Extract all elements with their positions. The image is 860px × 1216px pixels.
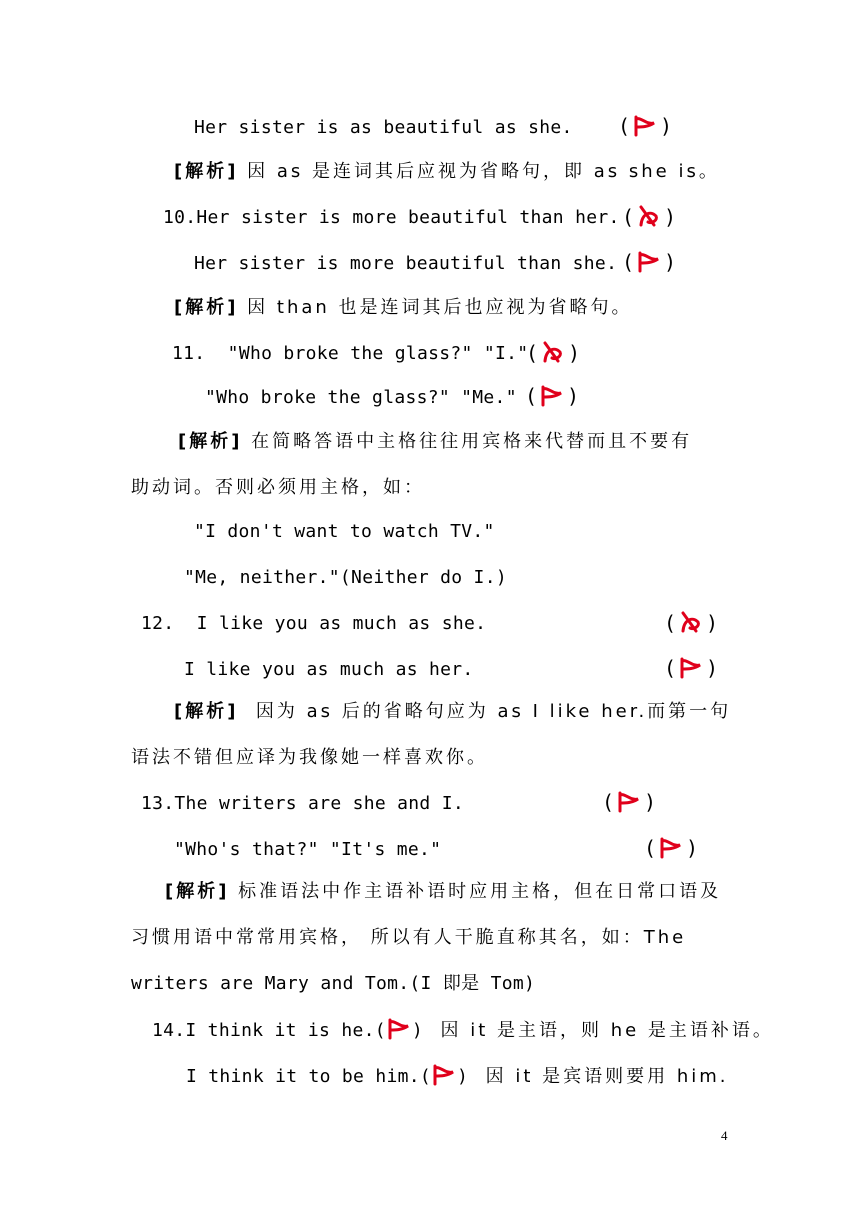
- sentence-text: 14.I think it is he.: [152, 1020, 375, 1041]
- check-flag-icon: [616, 791, 642, 813]
- example-sentence: [194, 116, 573, 140]
- page-number: 4: [721, 1128, 728, 1143]
- analysis-label: [解析]: [174, 701, 239, 722]
- sentence-text: 12. I like you as much as she.: [141, 613, 487, 634]
- analysis-line: [178, 430, 692, 454]
- example-sentence: [174, 838, 441, 862]
- analysis-text: 因为 as 后的省略句应为 as I like her.而第一句: [238, 701, 732, 722]
- analysis-label: [解析]: [178, 431, 243, 452]
- example-sentence: [186, 1064, 729, 1089]
- correct-mark: ( ): [374, 1020, 424, 1041]
- sentence-text: I think it to be him.: [186, 1066, 420, 1087]
- example-sentence: [194, 252, 617, 276]
- wrong-mark: ( ): [526, 341, 581, 365]
- analysis-continuation: [131, 926, 686, 950]
- cross-mark-icon: [540, 340, 566, 364]
- analysis-line: [174, 700, 731, 724]
- sentence-text: 13.The writers are she and I.: [141, 793, 464, 814]
- check-flag-icon: [431, 1064, 457, 1086]
- wrong-mark: ( ): [622, 205, 677, 229]
- wrong-mark: ( ): [664, 611, 719, 635]
- analysis-text: 在简略答语中主格往往用宾格来代替而且不要有: [242, 431, 693, 452]
- check-flag-icon: [658, 837, 684, 859]
- example-sentence: [141, 792, 464, 816]
- sentence-note: 因 it 是宾语则要用 him.: [468, 1066, 729, 1087]
- example-sentence: [152, 1018, 774, 1043]
- analysis-line: [174, 160, 720, 184]
- sentence-text: I like you as much as her.: [184, 659, 474, 680]
- analysis-text: writers are Mary and Tom.(I 即是 Tom): [131, 973, 536, 994]
- check-flag-icon: [632, 115, 658, 137]
- correct-mark: ( ): [525, 384, 580, 408]
- example-sentence: [141, 612, 486, 636]
- analysis-text: 语法不错但应译为我像她一样喜欢你。: [131, 747, 488, 768]
- analysis-label: [解析]: [174, 297, 239, 318]
- example-sentence: [172, 342, 528, 366]
- correct-mark: ( ): [622, 250, 677, 274]
- correct-mark: ( ): [419, 1066, 469, 1087]
- sentence-note: 因 it 是主语，则 he 是主语补语。: [423, 1020, 774, 1041]
- analysis-line: [165, 880, 721, 904]
- sentence-text: "Who's that?" "It's me.": [174, 839, 442, 860]
- correct-mark: ( ): [618, 114, 673, 138]
- analysis-text: 标准语法中作主语补语时应用主格，但在日常口语及: [229, 881, 722, 902]
- correct-mark: ( ): [644, 836, 699, 860]
- sentence-text: 11. "Who broke the glass?" "I.": [172, 343, 529, 364]
- correct-mark: ( ): [664, 656, 719, 680]
- correct-mark: ( ): [602, 790, 657, 814]
- analysis-continuation: [131, 972, 535, 996]
- example-sentence: [184, 658, 474, 682]
- analysis-text: 因 as 是连词其后应视为省略句，即 as she is。: [238, 161, 720, 182]
- check-flag-icon: [678, 657, 704, 679]
- sentence-text: "I don't want to watch TV.": [194, 521, 495, 542]
- analysis-text: 习惯用语中常常用宾格， 所以有人干脆直称其名，如：The: [131, 927, 687, 948]
- analysis-label: [解析]: [174, 161, 239, 182]
- analysis-text: 因 than 也是连词其后也应视为省略句。: [238, 297, 633, 318]
- sentence-text: 10.Her sister is more beautiful than her.: [163, 207, 620, 228]
- sentence-text: Her sister is more beautiful than she.: [194, 253, 618, 274]
- sentence-text: "Me, neither."(Neither do I.): [184, 567, 507, 588]
- example-sentence: [205, 386, 517, 410]
- analysis-continuation: [131, 746, 488, 770]
- example-sentence: [194, 520, 495, 544]
- sentence-text: Her sister is as beautiful as she.: [194, 117, 573, 138]
- cross-mark-icon: [678, 610, 704, 634]
- analysis-line: [174, 296, 633, 320]
- example-sentence: [184, 566, 507, 590]
- check-flag-icon: [636, 251, 662, 273]
- cross-mark-icon: [636, 204, 662, 228]
- analysis-label: [解析]: [165, 881, 230, 902]
- check-flag-icon: [539, 385, 565, 407]
- example-sentence: [163, 206, 620, 230]
- sentence-text: "Who broke the glass?" "Me.": [205, 387, 517, 408]
- check-flag-icon: [386, 1018, 412, 1040]
- analysis-text: 助动词。否则必须用主格，如：: [131, 477, 425, 498]
- analysis-continuation: [131, 476, 425, 500]
